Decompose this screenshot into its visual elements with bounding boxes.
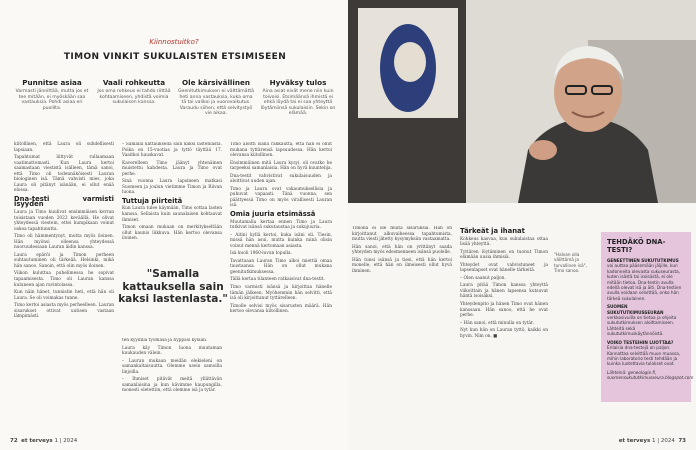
paragraph: Muutamalla kertaa ennen Timo ja Laura tutkivat isänsä sukutaustaa ja sukujuuria. bbox=[230, 219, 332, 231]
paragraph: Kun näin hänet, tunnistin heti, että hän oli Laura. Se oli voimakas tunne. bbox=[14, 290, 114, 301]
paragraph: Tavattuaan Lauran Timo alkoi miettiä omaa taustaansa. Hän on ollut mukana geenitutkimuksessa. bbox=[230, 258, 332, 275]
tip-text: Aina asiat eivät mene niin kuin toivoisi. Etsimäänsä ihmistä ei ehkä löydä tai ei saa yhteyttä löytämiinsä sukulaisiin. Sekin on elämää. bbox=[260, 89, 336, 117]
info-lead: SUOMEN SUKUTUTKIMUSSEURAN bbox=[607, 304, 664, 315]
paragraph: – Olen saanut paljon. bbox=[460, 275, 506, 281]
tip-title: Punnitse asiaa bbox=[22, 78, 82, 87]
paragraph: Nyt kun hän on Lauran tyttö, kaikki on hyvin. Nim on. ■ bbox=[460, 328, 548, 339]
issue: 1 | 2024 bbox=[651, 438, 675, 444]
paragraph: Kaverelleen Timo jäänyt yhtenäinen muistettu kahdesta. Laura ja Timo ovat perhe. bbox=[122, 160, 222, 177]
tip-text: Geenitutkimuksen ei välttämättä heti anna vastauksia, kuka oma tä tai valikoi ja vuorovaikutus. Varaudu siihen, että selvitystyö vie aikaa. bbox=[178, 89, 254, 117]
subheading: Tuttuja piirteitä bbox=[122, 196, 183, 205]
paragraph: Kun Laura tulee käymään, Timo sottaa lasten kanssa. Sellaista kuin saunalaisen kohtaavat ihmiset. bbox=[122, 206, 222, 223]
page-number: 73 bbox=[678, 438, 686, 444]
paragraph: Tällä kertaa tilanteen ratkaisivat dna-testit. bbox=[230, 277, 325, 283]
paragraph: Laura käy Timon luona muutaman kuukauden välein. bbox=[122, 345, 222, 357]
paragraph: Dna-testit vahvistivat sukulaisuuden ja aloittivat uuden ajan. bbox=[230, 173, 332, 185]
paragraph: Hän sanoi, että hän on yrittänyt saada yhteyden myös edesmenneen isänsä puolelle. bbox=[352, 244, 452, 256]
brand: et terveys bbox=[21, 438, 53, 444]
info-lead: GENEETTINEN SUKUTUTKIMUS bbox=[607, 258, 679, 263]
page-number: 72 bbox=[10, 438, 18, 444]
page-footer-left bbox=[10, 438, 77, 444]
tip-3 bbox=[178, 78, 254, 117]
column-1 bbox=[14, 142, 114, 322]
tips-row bbox=[14, 78, 336, 117]
paragraph: Laura pitää Timon kanssa yhteyttä viikoittain ja hänen lapsensa kutsuvat häntä isoisäksi. bbox=[460, 283, 548, 300]
paragraph: Hän tunsi isänsä ja tiesi, että hän kertoi monelle, että hän on ilmeisesti ollut hyvä ihminen. bbox=[352, 257, 452, 274]
subheading: Tärkeät ja ihanat bbox=[460, 227, 525, 235]
paragraph: Timo ja Laura ovat vakaumuksellisia ja puhuvat vapaasti. Tänä vuonna, sen päättyessä Timo on myös virallisesti Lauran isä. bbox=[230, 186, 332, 209]
tip-title: Hyväksy tulos bbox=[269, 78, 327, 87]
paragraph: Laura epäröi ja Timon perheen suhtautuminen oli tärkeää. Helsinki, mikä hän sanoo. Sanoin, että olin myös iloinen. bbox=[14, 252, 114, 269]
paragraph: Ensimmäinen mitä Laura kysyi, oli ovatko he tarpeeksi samanlaisia. Hän on hyvä kuuntelija. bbox=[230, 160, 332, 172]
paragraph: kiitollinen, että Laura oli suhdellisesti lapsiaan. bbox=[14, 142, 114, 153]
right-page bbox=[348, 0, 696, 450]
paragraph: Timo kertoi asiasta myös perheelleen. Lauran sisarukset ottivat uutisen vastaan lämpimästi. bbox=[14, 303, 114, 320]
tip-text: Varmasti jännittää, mutta jos et tee mitään, ei myöskään saa vastauksia. Pohdi asiaa eri puolilta. bbox=[15, 89, 89, 111]
paragraph: Laura ja Timo kuulivat ensimmäisen kerran toisistaan vuoden 2022 keväällä. He olivat yhteydessä viestein, ettei kumpikaan voinut uskoa tapahtunutta. bbox=[14, 210, 114, 232]
paragraph: Kohkeus kasvaa, kun sukulaistaa ottaa lisää yhteyttä. bbox=[460, 236, 548, 248]
subheading: Omia juuria etsimässä bbox=[230, 210, 316, 219]
page-footer-right bbox=[619, 438, 686, 444]
paragraph: Tyttären löytäminen on tuonut Timon elämään uusia ihmisiä. bbox=[460, 249, 548, 261]
paragraph: Timo varmisti isänsä ja kirjoittaa hänelle tämän jälkeen. Myöhemmin hän selvitti, että isä oli kirjoittanut tyttärelleen. bbox=[230, 285, 332, 302]
issue: 1 | 2024 bbox=[54, 438, 78, 444]
paragraph: – Aitini kyllä kertoi, kuka isäni oli. Tiesin, missä hän asui, mutta kuinka minä olisin voinut mennä kertomaan asiasta. bbox=[230, 232, 332, 249]
paragraph: – Hän sanoi, että minulla on tytär. bbox=[460, 320, 534, 326]
paragraph: Tapahtumat liittyvät rullaamaan vaatimattomasti. Kun Laura kertoi saamastaan viestistä isälleen, tämä sanoi, että Timo oli todennäköisesti Lauran biologinen isä. Tämä vahvisti mies, joka Laura oli pitänyt isänään, ei ollut enää elossa. bbox=[14, 155, 114, 194]
column-3 bbox=[230, 142, 332, 417]
tip-title: Vaali rohkeutta bbox=[102, 78, 166, 87]
paragraph: Timo aloitti isänä rakkautta, että hän ei ollut mukana tyttärensä lapsuudessa. Hän kertoi olevansa kiitollinen. bbox=[230, 142, 332, 159]
paragraph: – Samalla kattauksella sain kaksi lastenlasta. Poika on 15-vuotias ja tyttö täyttää 17. Vaaitkoi hauskavat. bbox=[122, 142, 222, 159]
info-text: Erilaisia dna-testejä on paljon. Kannattaa selvittää muun muassa, mihin laboratorio testi tehdään ja kuinka luotettavia tulokset ovat. bbox=[607, 345, 681, 367]
pull-quote: "Samalla kattauksella sain kaksi lastenlasta." bbox=[118, 268, 228, 305]
column-2-bottom bbox=[122, 338, 222, 418]
paragraph: Sinä vuonna Laura lapsineen matkasi Suomeen ja joulun vietimme Timon ja Riivan luona. bbox=[122, 179, 222, 196]
photo-caption: "Halvan olla välittämä ja turvallinen isä", Timo sanoo. bbox=[554, 252, 587, 273]
paragraph: – Ihmiset pitävät meitä yllättävän samanlaisina ja kun kävimme kaupungilla, monesti oletettiin, että olemme isä ja tytär. bbox=[122, 377, 222, 394]
paragraph: Timon omaan mukaan on merkitykseltään ollut kaunis liikkuva. Hän kertoo olevansa iloinen. bbox=[122, 225, 222, 242]
tip-text: Jos oma rohkeus ei tahdo riittää kohtaamiseen, yhdistä voimia sukulaisen kanssa. bbox=[97, 89, 171, 106]
paragraph: ten kyydillä työmäsä ja hyppäsi kylään. bbox=[122, 338, 208, 343]
tip-4 bbox=[260, 78, 336, 117]
info-box-body bbox=[607, 258, 694, 381]
paragraph: – Lauran mukaan meidän elekieleni on samankaltaisuutta. Olemme usein samoilla linjoilla. bbox=[122, 358, 222, 375]
column-r1 bbox=[352, 226, 452, 416]
article-title: TIMON VINKIT SUKULAISTEN ETSIMISEEN bbox=[63, 52, 287, 62]
tip-2 bbox=[96, 78, 172, 117]
brand: et terveys bbox=[618, 438, 651, 444]
portrait-illustration bbox=[348, 0, 696, 203]
subheading: Dna-testi varmisti isyyden bbox=[14, 194, 114, 209]
paragraph: Viikon kuluttua puhelimessa he sopivat tapaamisesta. Timo oli Lauran kanssa kuluneen ajan ravintolassa. bbox=[14, 271, 114, 288]
tip-1 bbox=[14, 78, 90, 117]
paragraph: Timo oli hämmentynyt, mutta myös iloinen. Hän myönsi olleensa yhteydessä nuoruudessaan Lauran äidin kanssa. bbox=[14, 234, 114, 251]
paragraph: Timolla ei ole muita sisaruksia. Hän on kirjoittanut alkuvaiheessa tapahtumista, mutta viesti jätetty kysymyksiin vastaamatta. bbox=[352, 226, 452, 243]
tip-title: Ole kärsivällinen bbox=[182, 78, 250, 87]
info-box-title: TEHDÄKÖ DNA-TESTI? bbox=[607, 238, 666, 254]
paragraph: Timolle selvisi myös sisarusten määrä. Hän kertoo olevansa kiitollinen. bbox=[230, 303, 332, 315]
paragraph: Isä kuoli 1960-luvun lopulla. bbox=[230, 251, 292, 257]
kicker: Kiinnostuitko? bbox=[149, 38, 199, 46]
paragraph: Yhteydenpito ja hänen Timo ovat hänen kanssaan. Hän sanoo, että he ovat perhe. bbox=[460, 302, 548, 319]
info-text: voi auttaa pääsemään jäljille, kun kadonneita olevasta sukuseurasta, kuten isästä tai isoisästä, ei ole mitään tietoa. Dna-testin avulla edellä olevat isä ja äiti. Dna-testien avulla voidaan selvittää, onko hän tärkeä sukulainen. bbox=[607, 263, 682, 301]
portrait-photo bbox=[348, 0, 696, 203]
column-r2 bbox=[460, 226, 548, 416]
info-box bbox=[601, 232, 694, 402]
info-lead: VOIKO TESTEIHIN LUOTTAA? bbox=[607, 339, 674, 345]
paragraph: Yhteydet ovat vahvistuneet ja lapsenlapset ovat hänelle tärkeitä. bbox=[460, 262, 548, 274]
info-text: verkkosivuilla on tietoa ja ohjeita sukututkimuksen aloittamiseen. Lähteitä sekä sukututkimuskäytännöistä. bbox=[607, 315, 677, 337]
info-source: Lähteinä: geneologie.fi, suomensukututkimusseura.blogspot.com bbox=[607, 369, 694, 381]
column-2 bbox=[122, 142, 222, 260]
